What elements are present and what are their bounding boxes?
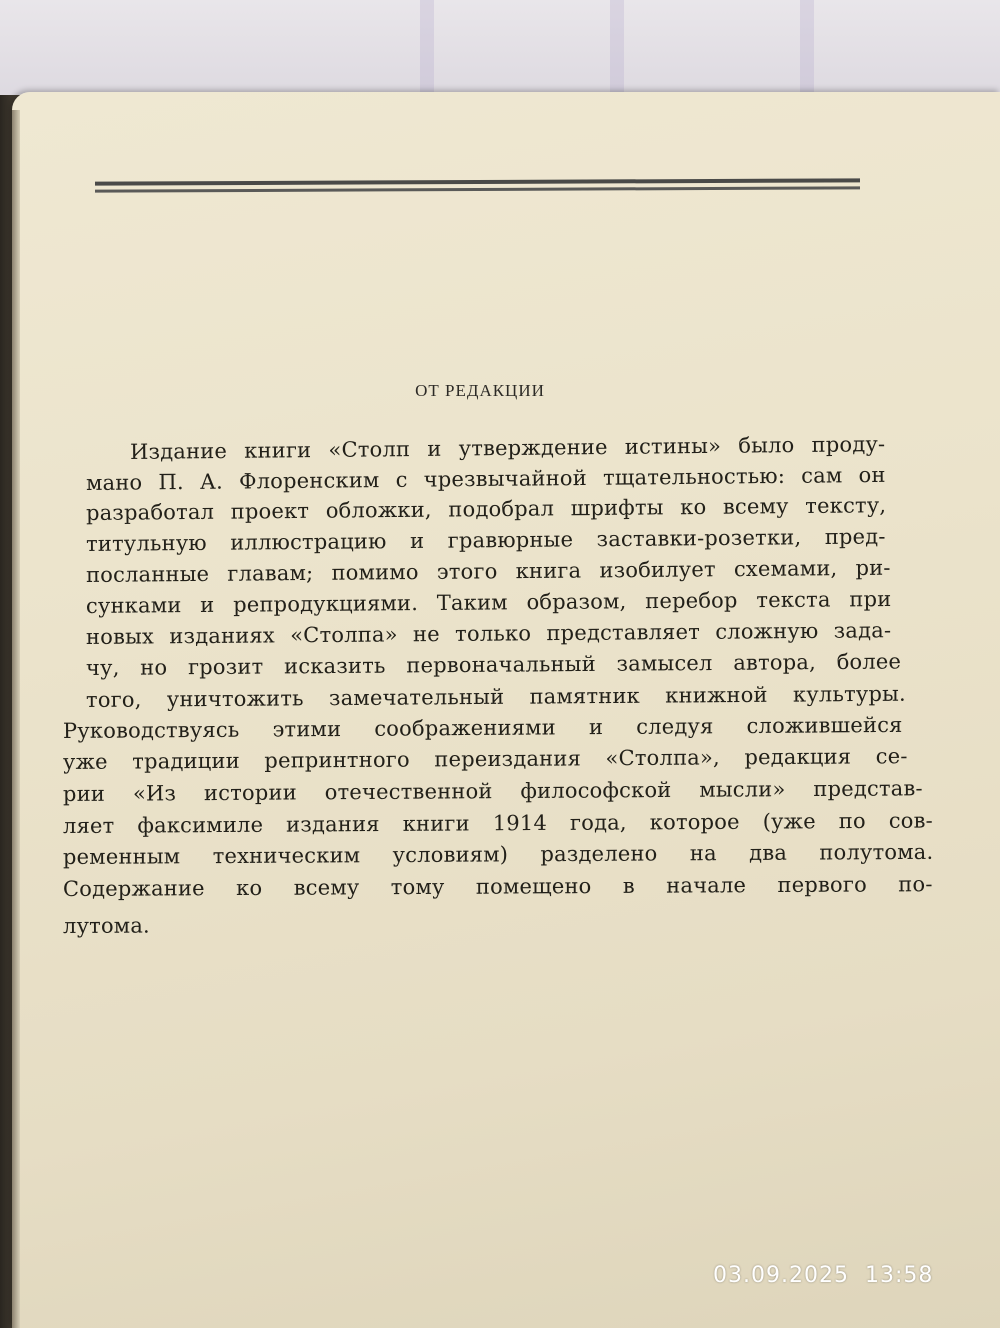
paragraph-line: новых изданиях «Столпа» не только представляет сложную зада-: [85, 618, 892, 649]
paragraph-line: титульную иллюстрацию и гравюрные заставки-розетки, пред-: [85, 524, 886, 556]
paragraph-line: ляет факсимиле издания книги 1914 года, которое (уже по сов-: [62, 808, 933, 838]
paragraph-line: рии «Из истории отечественной философской мысли» представ-: [62, 776, 923, 806]
paragraph-line: разработал проект обложки, подобрал шрифты ко всему тексту,: [85, 493, 887, 525]
photo-timestamp: 03.09.2025 13:58: [713, 1263, 934, 1288]
section-heading: ОТ РЕДАКЦИИ: [415, 381, 545, 400]
paragraph-line: уже традиции репринтного переиздания «Столпа», редакция се-: [62, 744, 908, 774]
paragraph-line: ременным техническим условиям) разделено на два полутома.: [62, 839, 934, 869]
paragraph-line: посланные главам; помимо этого книга изобилует схемами, ри-: [85, 555, 891, 587]
paragraph-line: чу, но грозит исказить первоначальный замысел автора, более: [85, 649, 902, 680]
paragraph-line: Издание книги «Столп и утверждение истины» было проду-: [129, 432, 886, 464]
paragraph-line: сунками и репродукциями. Таким образом, перебор текста при: [85, 586, 892, 618]
paragraph-line: лутома.: [62, 913, 150, 938]
paragraph-line: Руководствуясь этими соображениями и следуя сложившейся: [62, 712, 903, 743]
paragraph-line: того, уничтожить замечательный памятник книжной культуры.: [85, 681, 906, 712]
page-edge: [12, 110, 20, 1328]
paragraph-line: мано П. А. Флоренским с чрезвычайной тщательностью: сам он: [85, 462, 886, 495]
paragraph-line: Содержание ко всему тому помещено в начале первого по-: [62, 872, 933, 901]
